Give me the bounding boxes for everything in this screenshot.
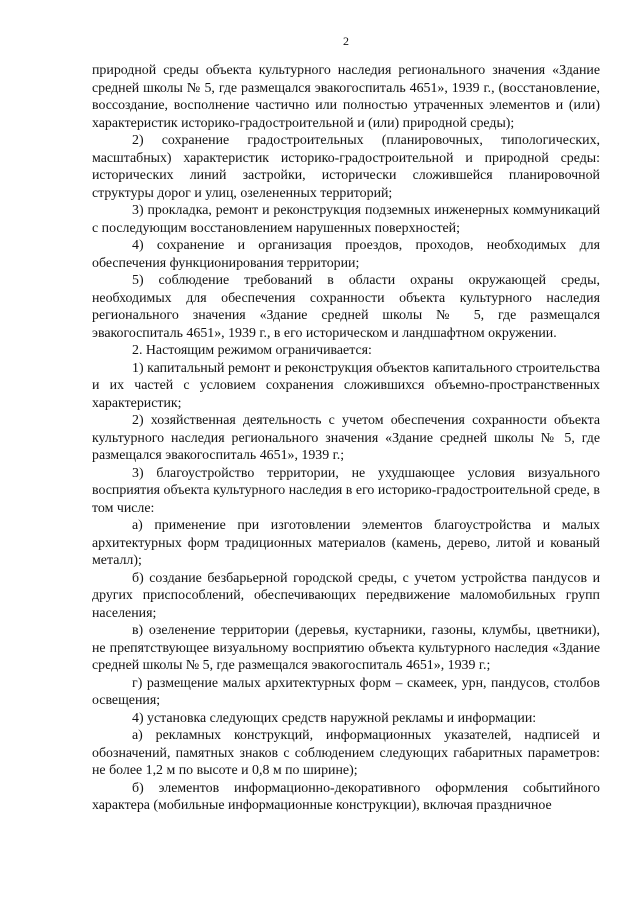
paragraph-item-2-preservation: 2) сохранение градостроительных (планировочных, типологических, масштабных) характеристик историко-градостроительной и природной среды: исторических линий застройки, исторически сложившейся планировочной структуры дорог и улиц, озелененных территорий; bbox=[92, 133, 600, 201]
paragraph-restriction-2: 2) хозяйственная деятельность с учетом обеспечения сохранности объекта культурного наследия регионального значения «Здание средней школы № 5, где размещался эвакогоспиталь 4651», 1939 г.; bbox=[92, 413, 600, 463]
paragraph-item-3-utilities: 3) прокладка, ремонт и реконструкция подземных инженерных коммуникаций с последующим восстановлением нарушенных поверхностей; bbox=[92, 203, 600, 236]
paragraph-advertising-b: б) элементов информационно-декоративного оформления событийного характера (мобильные информационные конструкции), включая праздничное bbox=[92, 780, 600, 813]
paragraph-restriction-1: 1) капитальный ремонт и реконструкция объектов капитального строительства и их частей с условием сохранения сложившихся объемно-пространственных характеристик; bbox=[92, 360, 600, 411]
paragraph-item-5-environment: 5) соблюдение требований в области охраны окружающей среды, необходимых для обеспечения сохранности объекта культурного наследия регионального значения «Здание средней школы № 5, где размещался эвакогоспиталь 4651», 1939 г., в его историческом и ландшафтном окружении. bbox=[92, 273, 600, 341]
paragraph-subitem-b: б) создание безбарьерной городской среды, с учетом устройства пандусов и других приспособлений, обеспечивающих передвижение маломобильных групп населения; bbox=[92, 570, 600, 621]
paragraph-restriction-3: 3) благоустройство территории, не ухудшающее условия визуального восприятия объекта культурного наследия в его историко-градостроительной среде, в том числе: bbox=[92, 465, 600, 516]
paragraph-subitem-a: а) применение при изготовлении элементов благоустройства и малых архитектурных форм традиционных материалов (камень, дерево, литой и кованый металл); bbox=[92, 518, 600, 568]
paragraph-continuation: природной среды объекта культурного наследия регионального значения «Здание средней школы № 5, где размещался эвакогоспиталь 4651», 1939 г., (восстановление, воссоздание, восполнение частично или полностью утраченных элементов и (или) характеристик историко-градостроительной и (или) природной среды); bbox=[92, 63, 600, 131]
paragraph-section-2-heading: 2. Настоящим режимом ограничивается: bbox=[132, 343, 372, 358]
paragraph-advertising-a: а) рекламных конструкций, информационных указателей, надписей и обозначений, памятных знаков с соблюдением следующих габаритных параметров: не более 1,2 м по высоте и 0,8 м по ширине); bbox=[92, 728, 600, 778]
paragraph-subitem-g: г) размещение малых архитектурных форм – скамеек, урн, пандусов, столбов освещения; bbox=[92, 675, 600, 708]
paragraph-item-4-passages: 4) сохранение и организация проездов, проходов, необходимых для обеспечения функционирования территории; bbox=[92, 238, 600, 271]
page-number: 2 bbox=[343, 34, 349, 48]
paragraph-restriction-4: 4) установка следующих средств наружной рекламы и информации: bbox=[132, 710, 537, 726]
paragraph-subitem-v: в) озеленение территории (деревья, кустарники, газоны, клумбы, цветники), не препятствующее визуальному восприятию объекта культурного наследия «Здание средней школы № 5, где размещался эвакогоспиталь 4651», 1939 г.; bbox=[92, 623, 600, 673]
